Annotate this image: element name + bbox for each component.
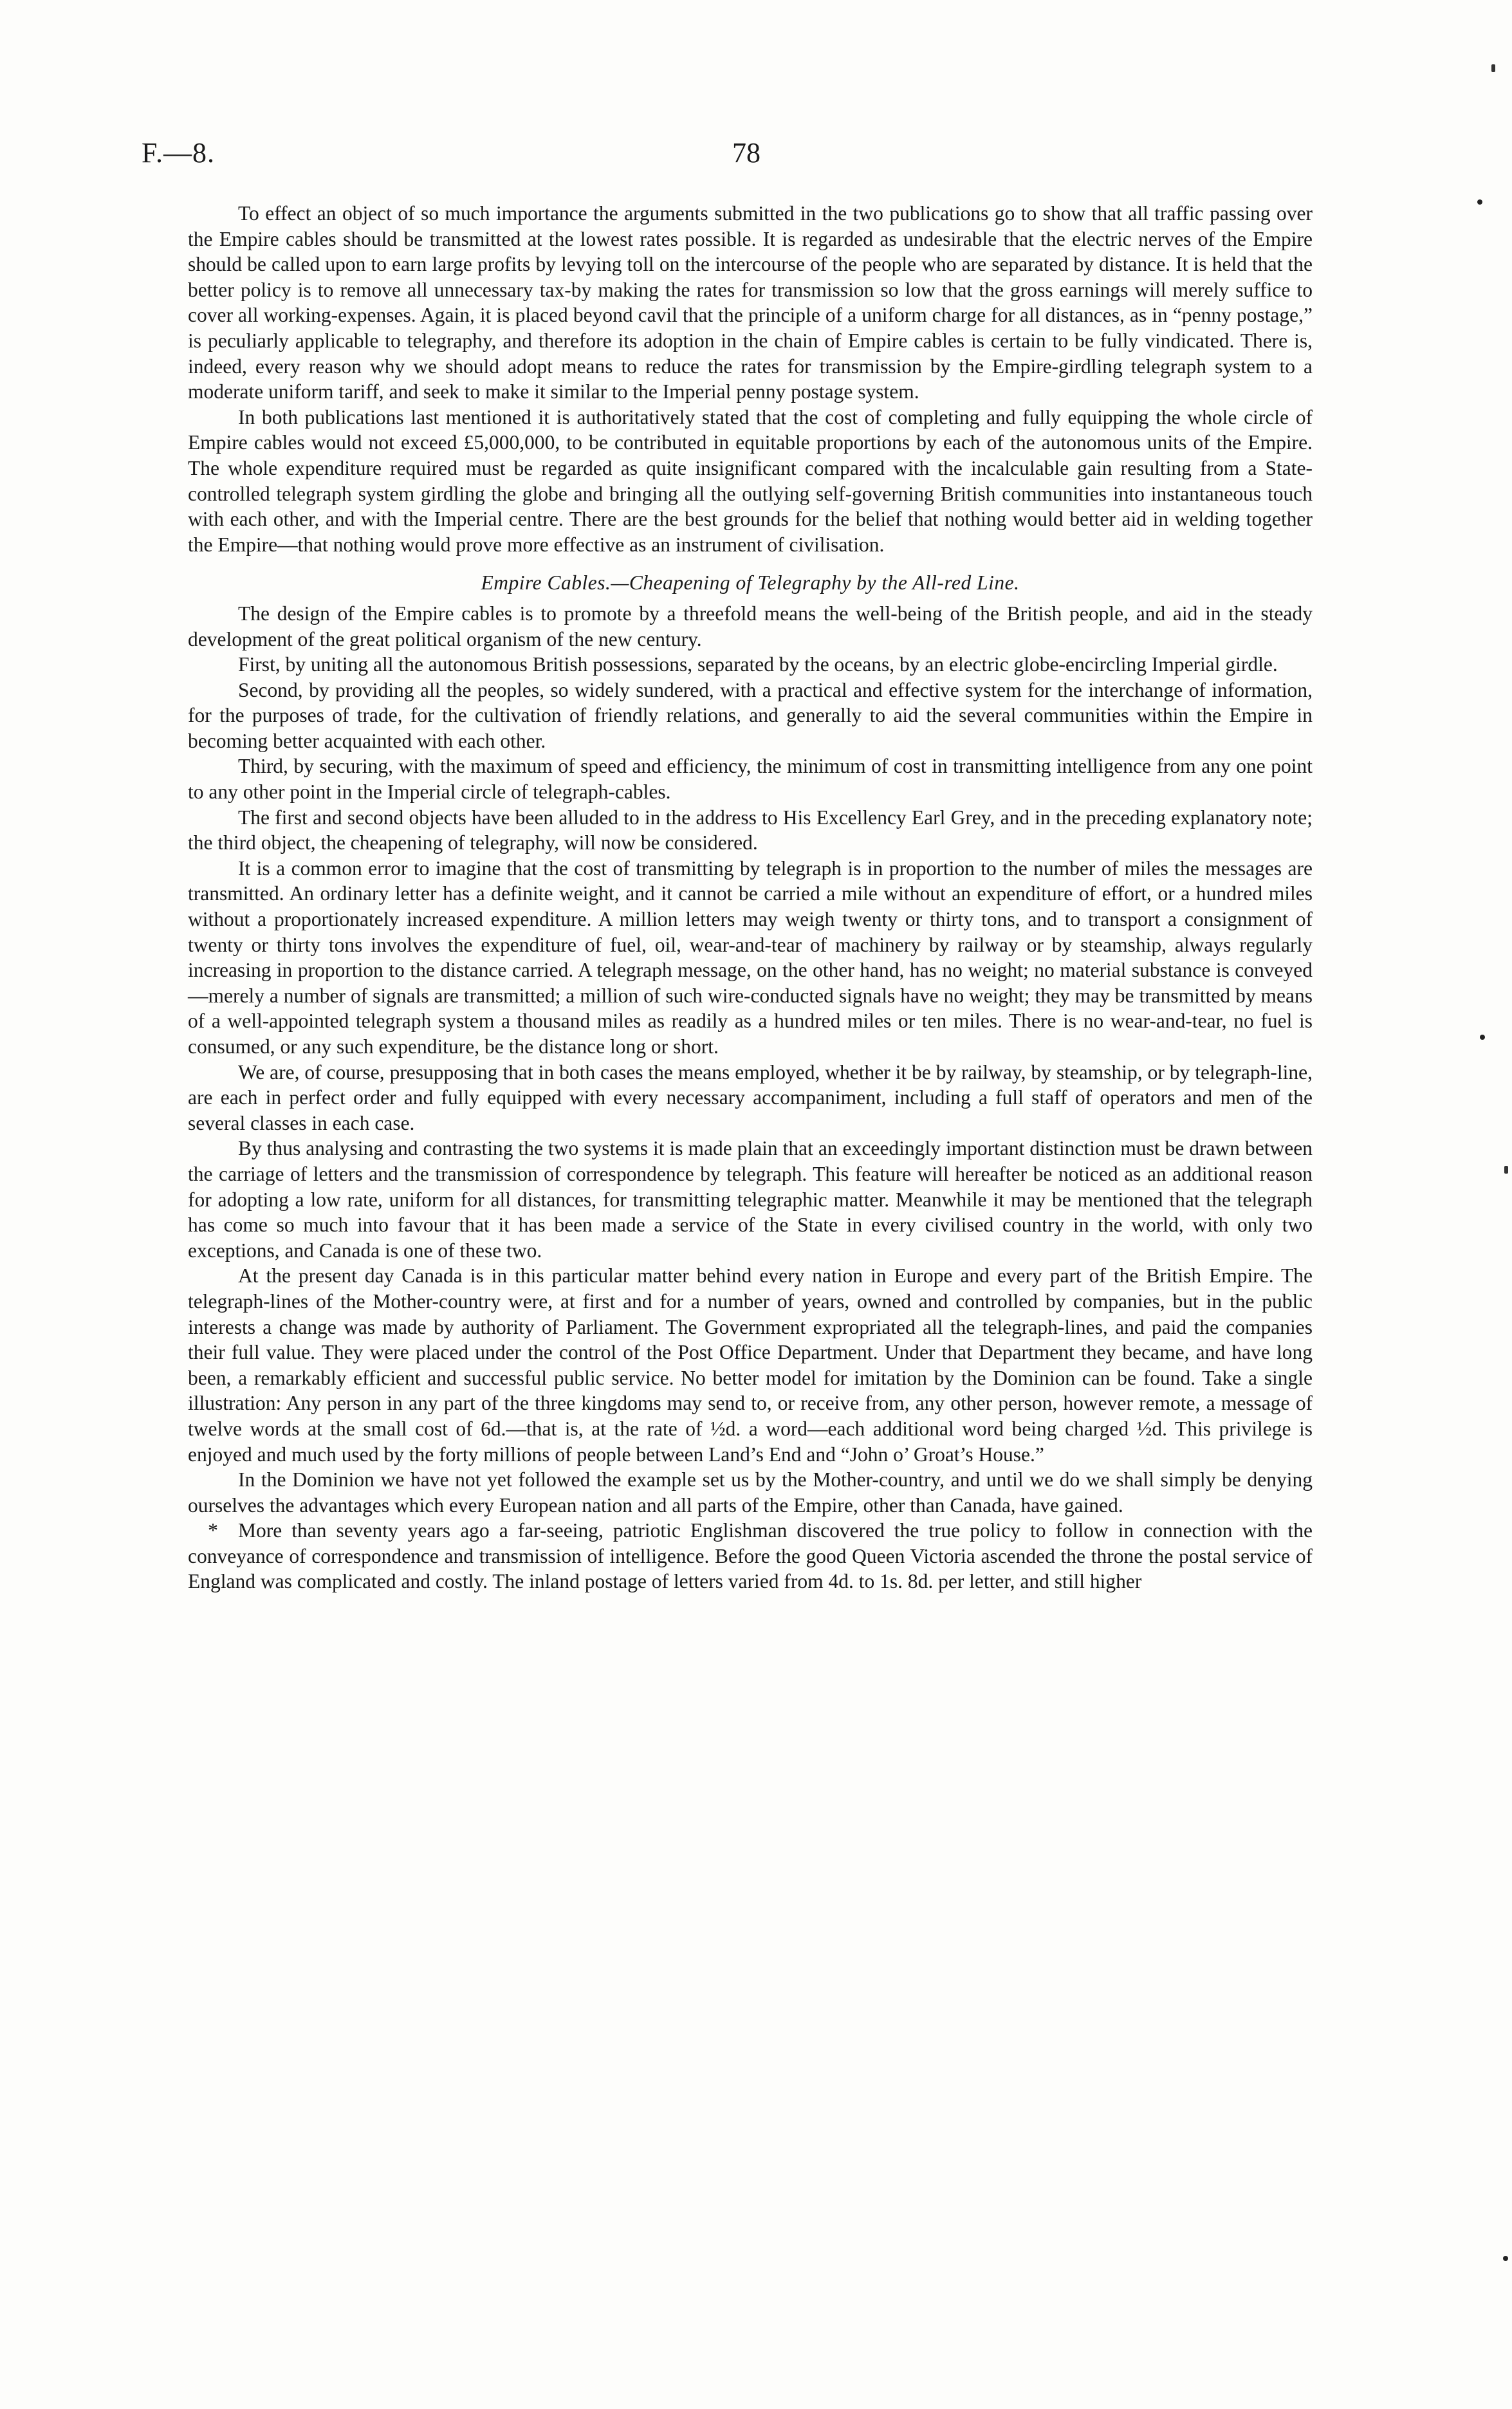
paragraph: We are, of course, presupposing that in both cases the means employed, whether it be by railway, by steamship, or by telegraph-line, are each in perfect order and fully equipped with every necessary accompaniment, including a full staff of operators and men of the several classes in each case. [188,1060,1313,1134]
paragraph: The design of the Empire cables is to promote by a threefold means the well-being of the British people, and aid in the steady development of the great political organism of the new century. [188,602,1313,651]
asterisk-paragraph [188,1518,1313,1594]
paragraph: It is a common error to imagine that the cost of transmitting by telegraph is in proportion to the number of miles the messages are transmitted. An ordinary letter has a definite weight, and it cannot be carried a mile without an expenditure of effort, or a hundred miles without a proportionately increased expenditure. A million letters may weigh twenty or thirty tons, and to transport a consignment of twenty or thirty tons involves the expenditure of fuel, oil, wear-and-tear of machinery by railway or by steamship, always regularly increasing in proportion to the distance carried. A telegraph message, on the other hand, has no weight; no material substance is conveyed—merely a number of signals are transmitted; a million of such wire-conducted signals have no weight; they may be transmitted by means of a well-appointed telegraph system a thousand miles as readily as a hundred miles or ten miles. There is no wear-and-tear, no fuel is consumed, or any such expenditure, be the distance long or short. [188,856,1313,1058]
page-number: 78 [732,137,761,169]
asterisk-marker: * [208,1519,218,1542]
body-text [188,201,1313,1594]
document-reference: F.—8. [142,137,215,169]
scan-artifact [1491,64,1495,72]
paragraph: The first and second objects have been alluded to in the address to His Excellency Earl Grey, and in the preceding explanatory note; the third object, the cheapening of telegraphy, will now be considered. [188,806,1313,854]
margin-mark [1480,1035,1485,1040]
scan-artifact [1504,1166,1508,1174]
page-header [142,136,1364,175]
paragraph: Third, by securing, with the maximum of speed and efficiency, the minimum of cost in transmitting intelligence from any one point to any other point in the Imperial circle of telegraph-cables. [188,755,1313,804]
margin-mark [1477,199,1482,205]
asterisk-paragraph-text: More than seventy years ago a far-seeing, patriotic Englishman discovered the true policy to follow in connection with the conveyance of correspondence and transmission of intelligence. Before the good Queen Victoria ascended the throne the postal service of England was complicated and costly. The inland postage of letters varied from 4d. to 1s. 8d. per letter, and still higher [188,1519,1313,1593]
paragraph: At the present day Canada is in this particular matter behind every nation in Europe and every part of the British Empire. The telegraph-lines of the Mother-country were, at first and for a number of years, owned and controlled by companies, but in the public interests a change was made by authority of Parliament. The Government expropriated all the telegraph-lines, and paid the companies their full value. They were placed under the control of the Post Office Department. Under that Department they became, and have long been, a remarkably efficient and successful public service. No better model for imitation by the Dominion can be found. Take a single illustration: Any person in any part of the three kingdoms may send to, or receive from, any other person, however remote, a message of twelve words at the small cost of 6d.—that is, at the rate of ½d. a word—each additional word being charged ½d. This privilege is enjoyed and much used by the forty millions of people between Land’s End and “John o’ Groat’s House.” [188,1264,1313,1466]
paragraph: To effect an object of so much importance the arguments submitted in the two publications go to show that all traffic passing over the Empire cables should be transmitted at the lowest rates possible. It is regarded as undesirable that the electric nerves of the Empire should be called upon to earn large profits by levying toll on the intercourse of the people who are separated by distance. It is held that the better policy is to remove all unnecessary tax-by making the rates for transmission so low that the gross earnings will merely suffice to cover all working-expenses. Again, it is placed beyond cavil that the principle of a uniform charge for all distances, as in “penny postage,” is peculiarly applicable to telegraphy, and therefore its adoption in the chain of Empire cables is certain to be fully vindicated. There is, indeed, every reason why we should adopt means to reduce the rates for transmission by the Empire-girdling telegraph system to a moderate uniform tariff, and seek to make it similar to the Imperial penny postage system. [188,202,1313,403]
paragraph: By thus analysing and contrasting the two systems it is made plain that an exceedingly important distinction must be drawn between the carriage of letters and the transmission of correspondence by telegraph. This feature will hereafter be noticed as an additional reason for adopting a low rate, uniform for all distances, for transmitting telegraphic matter. Meanwhile it may be mentioned that the telegraph has come so much into favour that it has been made a service of the State in every civilised country in the world, with only two exceptions, and Canada is one of these two. [188,1137,1313,1262]
section-heading: Empire Cables.—Cheapening of Telegraphy by the All-red Line. [481,571,1020,595]
paragraph: First, by uniting all the autonomous British possessions, separated by the oceans, by an electric globe-encircling Imperial girdle. [238,653,1278,676]
margin-mark [1503,2256,1508,2261]
paragraph: In both publications last mentioned it is authoritatively stated that the cost of completing and fully equipping the whole circle of Empire cables would not exceed £5,000,000, to be contributed in equitable proportions by each of the autonomous units of the Empire. The whole expenditure required must be regarded as quite insignificant compared with the incalculable gain resulting from a State-controlled telegraph system girdling the globe and bringing all the outlying self-governing British communities into instantaneous touch with each other, and with the Imperial centre. There are the best grounds for the belief that nothing would better aid in welding together the Empire—that nothing would prove more effective as an instrument of civilisation. [188,405,1313,556]
paragraph: Second, by providing all the peoples, so widely sundered, with a practical and effective system for the interchange of information, for the purposes of trade, for the cultivation of friendly relations, and generally to aid the several communities within the Empire in becoming better acquainted with each other. [188,678,1313,752]
paragraph: In the Dominion we have not yet followed the example set us by the Mother-country, and until we do we shall simply be denying ourselves the advantages which every European nation and all parts of the Empire, other than Canada, have gained. [188,1468,1313,1517]
